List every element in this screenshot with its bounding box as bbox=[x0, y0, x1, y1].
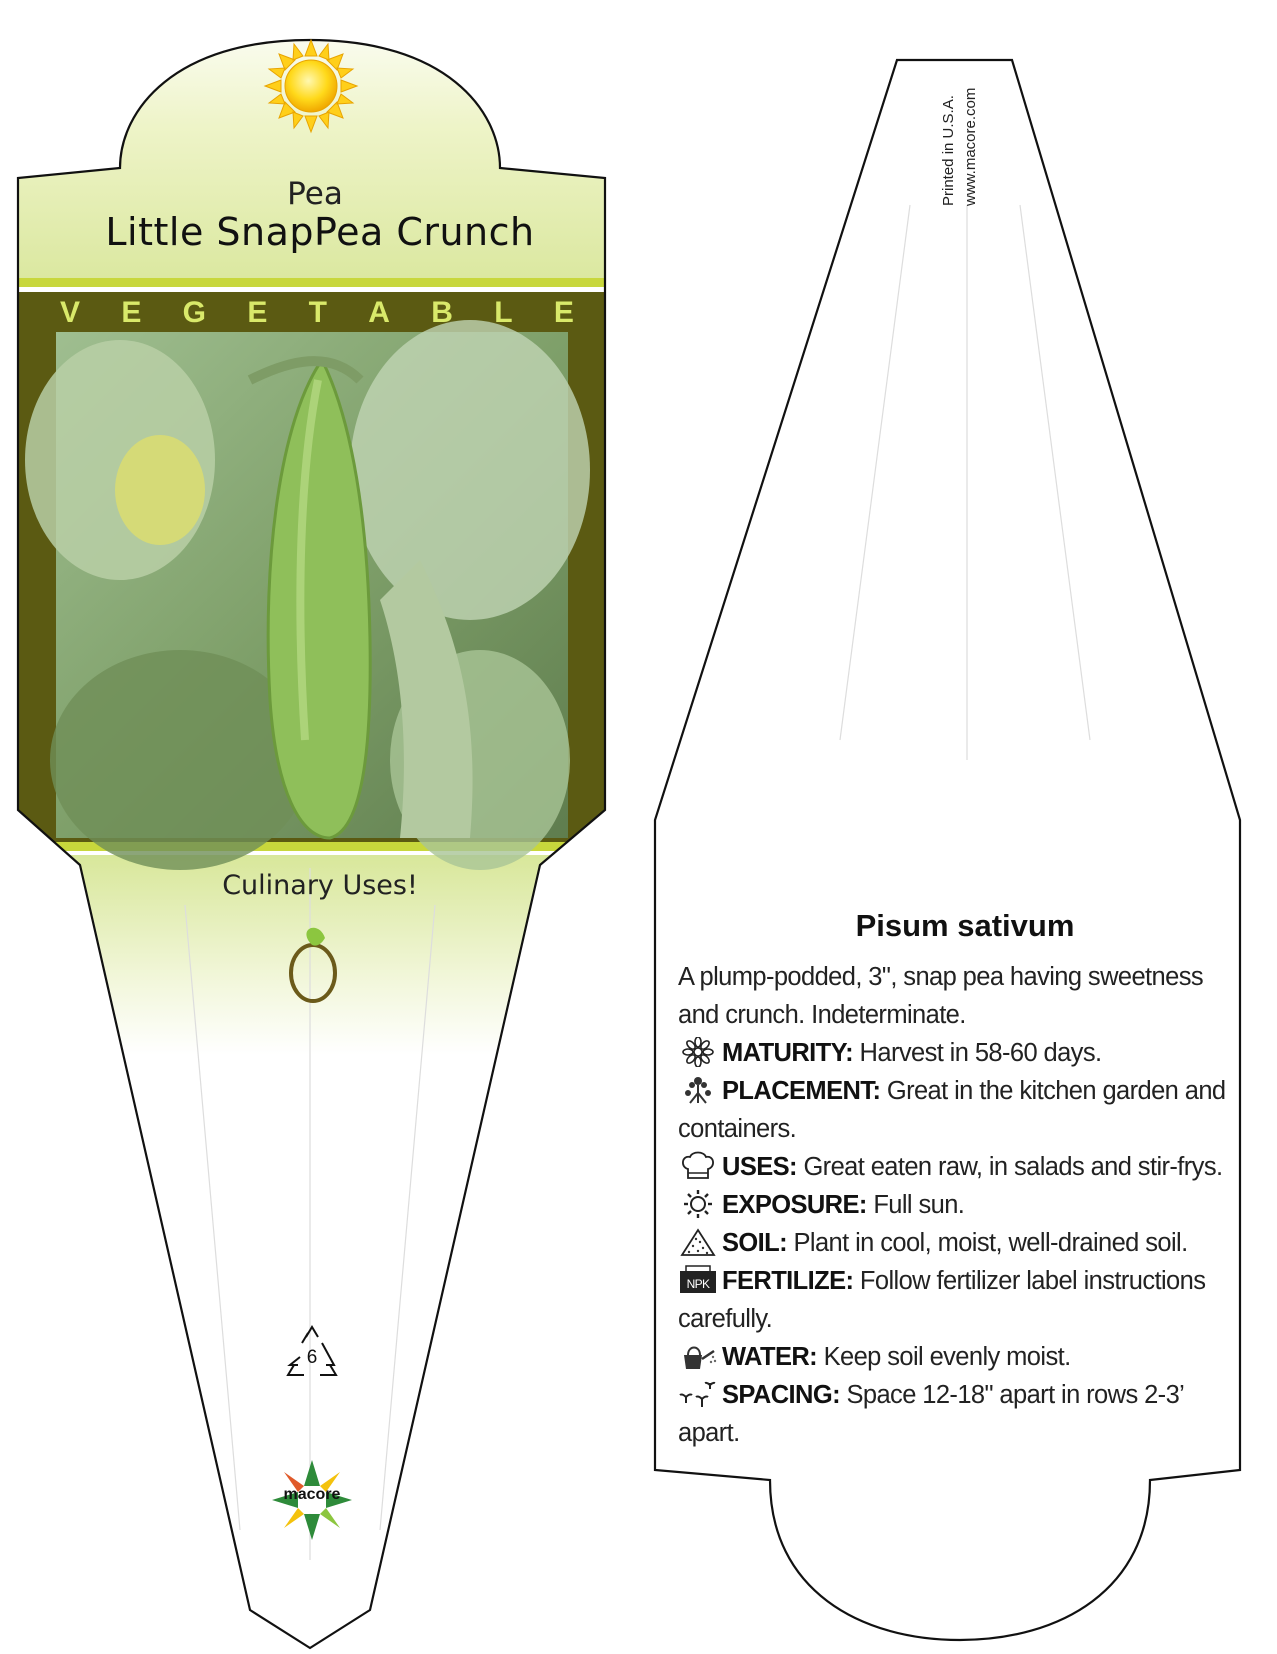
category-letter: E bbox=[553, 296, 574, 329]
category-letter: L bbox=[494, 296, 513, 329]
care-soil bbox=[678, 1224, 1248, 1262]
tagline: Culinary Uses! bbox=[222, 870, 418, 901]
care-text: Full sun. bbox=[873, 1191, 965, 1219]
printer-website: www.macore.com bbox=[962, 87, 979, 206]
chef-hat-icon bbox=[678, 1151, 718, 1181]
care-water bbox=[678, 1338, 1248, 1376]
care-placement bbox=[678, 1072, 1248, 1148]
sun-outline-icon bbox=[678, 1189, 718, 1219]
care-text: Great in the kitchen garden and containers. bbox=[678, 1077, 1226, 1143]
care-text: Harvest in 58-60 days. bbox=[859, 1039, 1102, 1067]
care-uses bbox=[678, 1148, 1248, 1186]
printed-in: Printed in U.S.A. bbox=[940, 95, 957, 206]
npk-bag-icon bbox=[678, 1265, 718, 1295]
care-label: MATURITY: bbox=[722, 1039, 854, 1067]
seedlings-spacing-icon bbox=[678, 1379, 718, 1409]
care-label: SPACING: bbox=[722, 1381, 840, 1409]
flowers-placement-icon bbox=[678, 1075, 718, 1105]
plant-description: A plump-podded, 3", snap pea having sweetness and crunch. Indeterminate. bbox=[678, 963, 1204, 1029]
category-letter: E bbox=[247, 296, 268, 329]
care-label: USES: bbox=[722, 1153, 797, 1181]
care-text: Space 12-18" apart in rows 2-3’ apart. bbox=[678, 1381, 1184, 1447]
svg-text:NPK: NPK bbox=[686, 1277, 710, 1291]
printer-info bbox=[940, 56, 979, 216]
care-label: PLACEMENT: bbox=[722, 1077, 881, 1105]
category-letter: G bbox=[182, 296, 206, 329]
watering-can-icon bbox=[678, 1341, 718, 1371]
category-banner bbox=[22, 296, 612, 332]
pea-pod-photo bbox=[25, 320, 590, 870]
variety-name: Little SnapPea Crunch bbox=[105, 210, 535, 254]
category-letter: V bbox=[60, 296, 81, 329]
sun-icon bbox=[265, 40, 357, 132]
brand-name: macore bbox=[283, 1486, 341, 1503]
soil-pile-icon bbox=[678, 1227, 718, 1257]
flower-outline-icon bbox=[678, 1037, 718, 1067]
care-label: EXPOSURE: bbox=[722, 1191, 867, 1219]
care-label: SOIL: bbox=[722, 1229, 787, 1257]
category-letter: E bbox=[121, 296, 142, 329]
category-letter: B bbox=[431, 296, 453, 329]
scientific-name: Pisum sativum bbox=[855, 908, 1075, 943]
recycle-code: 6 bbox=[306, 1347, 318, 1368]
care-text: Plant in cool, moist, well-drained soil. bbox=[793, 1229, 1188, 1257]
care-maturity bbox=[678, 1034, 1248, 1072]
category-letter: T bbox=[308, 296, 327, 329]
care-label: WATER: bbox=[722, 1343, 818, 1371]
common-name: Pea bbox=[287, 176, 343, 212]
care-text: Great eaten raw, in salads and stir-frys. bbox=[803, 1153, 1223, 1181]
care-text: Follow fertilizer label instructions carefully. bbox=[678, 1267, 1206, 1333]
care-exposure bbox=[678, 1186, 1248, 1224]
care-text: Keep soil evenly moist. bbox=[823, 1343, 1071, 1371]
care-label: FERTILIZE: bbox=[722, 1267, 854, 1295]
category-letter: A bbox=[368, 296, 390, 329]
care-spacing bbox=[678, 1376, 1248, 1452]
care-fertilize bbox=[678, 1262, 1248, 1338]
